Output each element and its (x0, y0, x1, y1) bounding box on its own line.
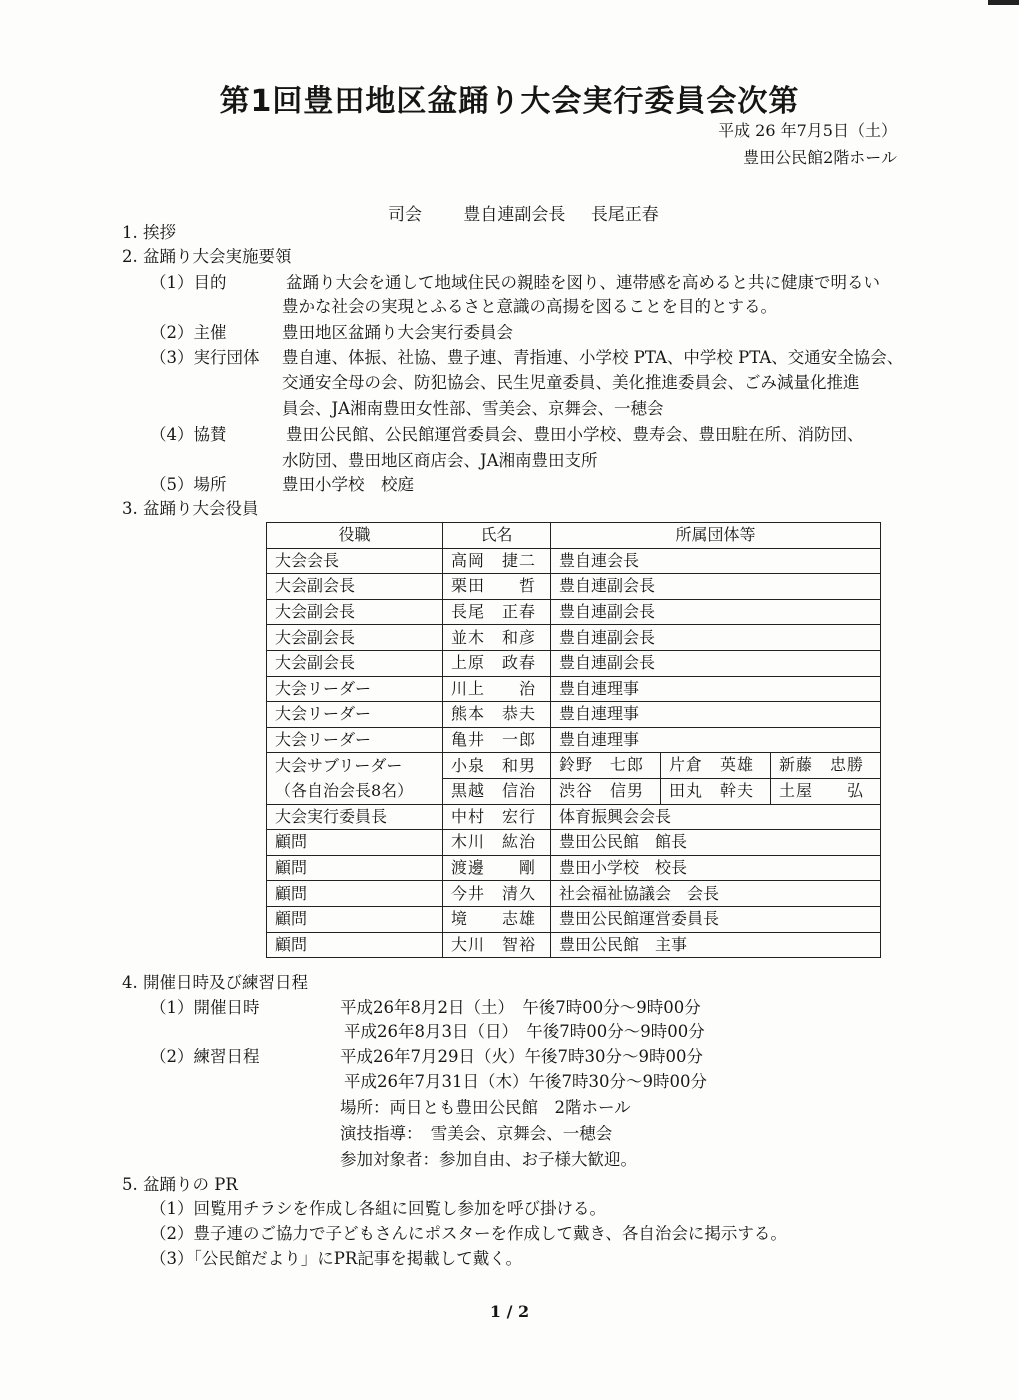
officer-affiliation: 豊自連理事 (551, 727, 881, 753)
officer-affiliation: 豊自連副会長 (551, 650, 881, 676)
officer-name: 土屋 弘 (770, 779, 880, 804)
officer-name: 栗田 哲 (443, 574, 551, 600)
table-row (267, 932, 881, 958)
table-row (267, 548, 881, 574)
purpose-line-1: 盆踊り大会を通して地域住民の親睦を図り、連帯感を高めると共に健康で明るい (286, 273, 880, 292)
table-row-sub-leaders-1 (267, 753, 881, 779)
officer-affiliation: 豊自連理事 (551, 702, 881, 728)
header-affiliation: 所属団体等 (551, 523, 881, 549)
header-name: 氏名 (443, 523, 551, 549)
table-row (267, 727, 881, 753)
officer-role: 大会サブリーダー (267, 753, 443, 779)
table-row (267, 574, 881, 600)
practice-date-1: 平成26年7月29日（火）午後7時30分～9時00分 (340, 1047, 703, 1066)
groups-label: （3）実行団体 (150, 348, 260, 367)
officer-name: 亀井 一郎 (443, 727, 551, 753)
pr-item: （2）豊子連のご協力で子どもさんにポスターを作成して戴き、各自治会に掲示する。 (150, 1224, 787, 1243)
meeting-date: 平成 26 年7月5日（土） (718, 121, 897, 140)
sponsors-label: （4）協賛 (150, 425, 227, 444)
officer-name: 黒越 信治 (443, 778, 551, 804)
table-row (267, 855, 881, 881)
officer-name: 渡邊 剛 (443, 855, 551, 881)
officers-table (266, 522, 881, 958)
officer-role: 大会副会長 (267, 599, 443, 625)
sub-leader-names (551, 753, 881, 779)
sponsors-line-1: 豊田公民館、公民館運営委員会、豊田小学校、豊寿会、豊田駐在所、消防団、 (286, 425, 864, 444)
groups-line-3: 員会、JA湘南豊田女性部、雪美会、京舞会、一穂会 (282, 399, 664, 418)
officer-role: 大会副会長 (267, 574, 443, 600)
table-row (267, 881, 881, 907)
officer-affiliation: 豊田小学校 校長 (551, 855, 881, 881)
officer-name: 上原 政春 (443, 650, 551, 676)
officer-name: 川上 治 (443, 676, 551, 702)
officer-role: 大会会長 (267, 548, 443, 574)
officer-affiliation: 豊田公民館運営委員長 (551, 906, 881, 932)
officer-role: 大会実行委員長 (267, 804, 443, 830)
officer-name: 鈴野 七郎 (559, 755, 645, 775)
officer-name: 並木 和彦 (443, 625, 551, 651)
pr-item: （1）回覧用チラシを作成し各組に回覧し参加を呼び掛ける。 (150, 1199, 606, 1218)
section-greeting: 1. 挨拶 (122, 223, 176, 242)
table-header-row (267, 523, 881, 549)
officer-name: 中村 宏行 (443, 804, 551, 830)
participants: 参加対象者：参加自由、お子様大歓迎。 (340, 1150, 637, 1169)
event-label: （1）開催日時 (150, 998, 260, 1017)
table-row-sub-leaders-2 (267, 778, 881, 804)
host-label: （2）主催 (150, 323, 227, 342)
officer-name: 田丸 幹夫 (660, 779, 770, 804)
table-row (267, 599, 881, 625)
table-row (267, 702, 881, 728)
table-row (267, 625, 881, 651)
officer-name: 今井 清久 (443, 881, 551, 907)
sponsors-line-2: 水防団、豊田地区商店会、JA湘南豊田支所 (282, 451, 598, 470)
sub-leader-names (551, 778, 881, 804)
groups-line-2: 交通安全母の会、防犯協会、民生児童委員、美化推進委員会、ごみ減量化推進 (282, 373, 860, 392)
officer-affiliation: 体育振興会会長 (551, 804, 881, 830)
chair-name: 長尾正春 (590, 205, 659, 225)
officer-role: 大会リーダー (267, 727, 443, 753)
host-text: 豊田地区盆踊り大会実行委員会 (282, 323, 513, 342)
practice-date-2: 平成26年7月31日（木）午後7時30分～9時00分 (344, 1072, 707, 1091)
officer-name: 高岡 捷二 (443, 548, 551, 574)
header-role: 役職 (267, 523, 443, 549)
officer-affiliation: 豊自連副会長 (551, 599, 881, 625)
officer-affiliation: 豊田公民館 館長 (551, 830, 881, 856)
groups-line-1: 豊自連、体振、社協、豊子連、青指連、小学校 PTA、中学校 PTA、交通安全協会、 (282, 348, 904, 367)
table-row (267, 676, 881, 702)
officer-role: 大会リーダー (267, 702, 443, 728)
place-label: （5）場所 (150, 475, 227, 494)
table-row (267, 804, 881, 830)
officer-name: 片倉 英雄 (660, 753, 770, 778)
officer-affiliation: 豊自連理事 (551, 676, 881, 702)
place-text: 豊田小学校 校庭 (282, 475, 414, 494)
officer-name: 大川 智裕 (443, 932, 551, 958)
officer-name: 渋谷 信男 (559, 780, 645, 800)
purpose-line-2: 豊かな社会の実現とふるさと意識の高揚を図ることを目的とする。 (282, 297, 777, 316)
meeting-venue: 豊田公民館2階ホール (743, 148, 897, 167)
table-row (267, 830, 881, 856)
chair-label: 司会 (388, 205, 422, 225)
officer-name: 熊本 恭夫 (443, 702, 551, 728)
purpose-label: （1）目的 (150, 273, 227, 292)
officer-role: 大会副会長 (267, 650, 443, 676)
officer-name: 木川 紘治 (443, 830, 551, 856)
officer-role: 大会副会長 (267, 625, 443, 651)
dance-instructors: 演技指導： 雪美会、京舞会、一穂会 (340, 1124, 613, 1143)
officer-name: 新藤 忠勝 (770, 753, 880, 778)
officer-affiliation: 社会福祉協議会 会長 (551, 881, 881, 907)
section-officers: 3. 盆踊り大会役員 (122, 499, 259, 518)
page-number: 1 / 2 (489, 1302, 530, 1321)
practice-place: 場所：両日とも豊田公民館 2階ホール (340, 1098, 631, 1117)
practice-label: （2）練習日程 (150, 1047, 260, 1066)
chair-role: 豊自連副会長 (463, 205, 566, 225)
officer-name: 長尾 正春 (443, 599, 551, 625)
document-title: 第1回豊田地区盆踊り大会実行委員会次第 (219, 84, 800, 119)
section-plan: 2. 盆踊り大会実施要領 (122, 247, 292, 266)
officer-role: 顧問 (267, 830, 443, 856)
event-date-2: 平成26年8月3日（日） 午後7時00分～9時00分 (344, 1022, 705, 1041)
event-date-1: 平成26年8月2日（土） 午後7時00分～9時00分 (340, 998, 701, 1017)
chairperson-line (388, 200, 659, 225)
officer-affiliation: 豊自連副会長 (551, 625, 881, 651)
officer-affiliation: 豊自連副会長 (551, 574, 881, 600)
section-schedule: 4. 開催日時及び練習日程 (122, 973, 308, 992)
officer-affiliation: 豊田公民館 主事 (551, 932, 881, 958)
pr-item: （3）「公民館だより」にPR記事を掲載して戴く。 (150, 1249, 522, 1268)
officer-role: 顧問 (267, 932, 443, 958)
officer-name: 小泉 和男 (443, 753, 551, 779)
officer-role-note: （各自治会長8名） (267, 778, 443, 804)
table-row (267, 906, 881, 932)
officer-role: 大会リーダー (267, 676, 443, 702)
officer-role: 顧問 (267, 855, 443, 881)
officer-affiliation: 豊自連会長 (551, 548, 881, 574)
section-pr: 5. 盆踊りの PR (122, 1175, 238, 1194)
officer-role: 顧問 (267, 906, 443, 932)
scan-edge-mark (988, 0, 1019, 5)
table-row (267, 650, 881, 676)
officer-name: 境 志雄 (443, 906, 551, 932)
officer-role: 顧問 (267, 881, 443, 907)
